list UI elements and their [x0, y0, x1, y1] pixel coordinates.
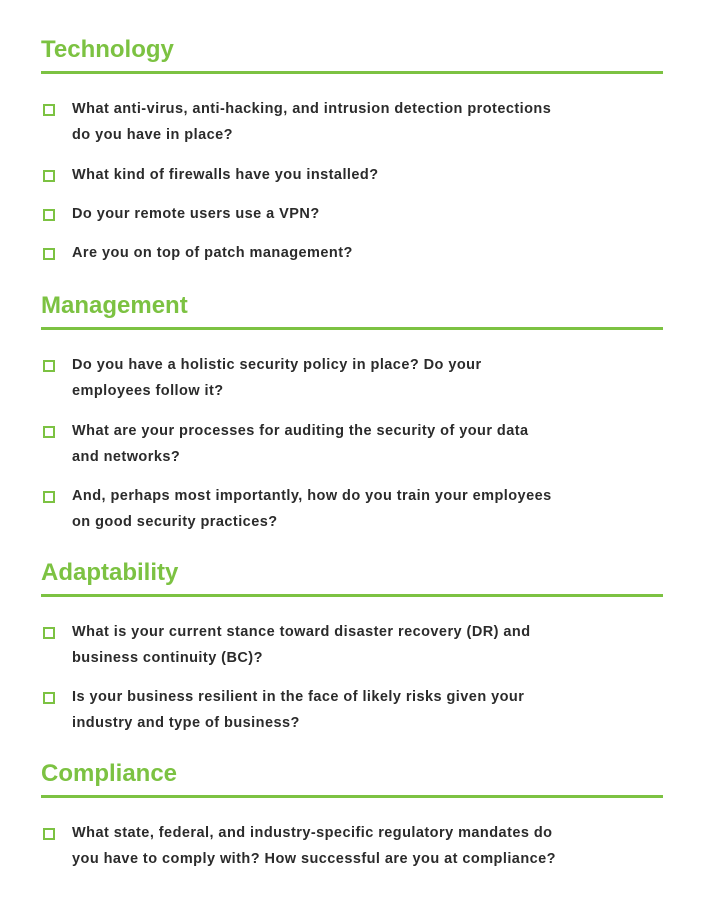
checkbox[interactable] [43, 209, 55, 221]
section-title: Compliance [41, 760, 178, 787]
section-divider [41, 327, 663, 330]
checkbox[interactable] [43, 828, 55, 840]
item-text-line: Are you on top of patch management? [72, 245, 353, 261]
item-text-line: employees follow it? [72, 383, 224, 399]
section-divider [41, 71, 663, 74]
section-management [41, 292, 663, 530]
item-text [72, 483, 632, 535]
section-compliance [41, 760, 663, 867]
item-text-line: and networks? [72, 449, 181, 465]
item-text-line: Is your business resilient in the face of likely risks given your [72, 689, 525, 705]
section-title: Technology [41, 36, 174, 63]
item-text-line: industry and type of business? [72, 715, 300, 731]
item-text-line: What anti-virus, anti-hacking, and intrusion detection protections [72, 101, 552, 117]
item-text [72, 418, 632, 470]
item-text [72, 96, 632, 148]
item-text-line: What kind of firewalls have you installed? [72, 167, 379, 183]
item-text [72, 619, 632, 671]
checkbox[interactable] [43, 692, 55, 704]
item-text-line: on good security practices? [72, 514, 278, 530]
item-text [72, 201, 632, 227]
item-text-line: do you have in place? [72, 127, 233, 143]
checkbox[interactable] [43, 426, 55, 438]
checkbox[interactable] [43, 170, 55, 182]
item-text-line: business continuity (BC)? [72, 650, 263, 666]
checkbox[interactable] [43, 248, 55, 260]
item-text-line: you have to comply with? How successful are you at compliance? [72, 851, 556, 867]
item-text-line: What state, federal, and industry-specific regulatory mandates do [72, 825, 553, 841]
checkbox[interactable] [43, 104, 55, 116]
item-text [72, 240, 632, 266]
section-divider [41, 594, 663, 597]
section-divider [41, 795, 663, 798]
checkbox[interactable] [43, 491, 55, 503]
section-adaptability [41, 559, 663, 731]
checkbox[interactable] [43, 627, 55, 639]
section-title: Management [41, 292, 188, 319]
item-text [72, 684, 632, 736]
checkbox[interactable] [43, 360, 55, 372]
item-text [72, 162, 632, 188]
item-text [72, 352, 632, 404]
item-text [72, 820, 632, 872]
item-text-line: Do you have a holistic security policy in place? Do your [72, 357, 482, 373]
item-text-line: Do your remote users use a VPN? [72, 206, 320, 222]
item-text-line: What is your current stance toward disaster recovery (DR) and [72, 624, 531, 640]
item-text-line: What are your processes for auditing the security of your data [72, 423, 529, 439]
section-technology [41, 36, 663, 261]
section-title: Adaptability [41, 559, 179, 586]
item-text-line: And, perhaps most importantly, how do you train your employees [72, 488, 552, 504]
